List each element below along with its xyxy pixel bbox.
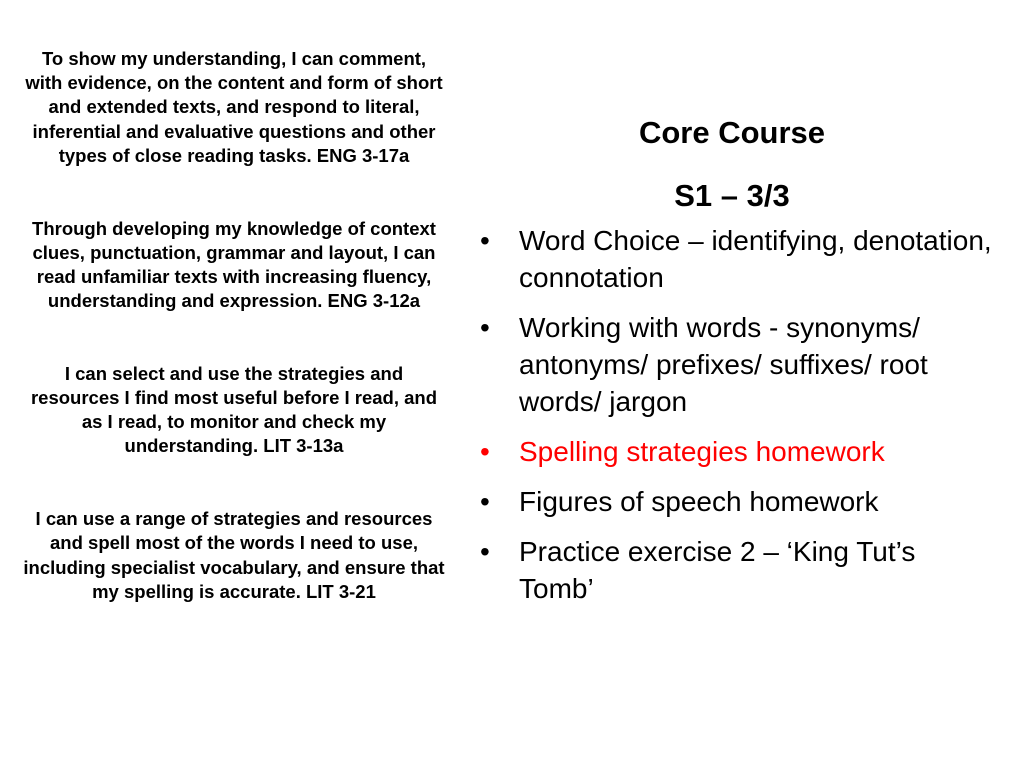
course-level: S1 – 3/3 — [674, 178, 790, 213]
bullet-icon: • — [480, 436, 490, 467]
topic-word-choice — [472, 222, 992, 296]
bullet-icon: • — [480, 225, 490, 256]
topic-figures-of-speech — [472, 483, 992, 520]
outcome-lit-3-21: I can use a range of strategies and resources and spell most of the words I need to use, including specialist vocabulary, and ensure that my spelling is accurate. LIT 3-21 — [23, 508, 445, 602]
topic-text: Word Choice – identifying, denotation, connotation — [519, 225, 992, 293]
topic-list — [472, 222, 992, 607]
course-panel — [472, 113, 992, 620]
outcome-eng-3-12a: Through developing my knowledge of context clues, punctuation, grammar and layout, I can read unfamiliar texts with increasing fluency, understanding and expression. ENG 3-12a — [32, 217, 436, 312]
bullet-icon: • — [480, 536, 490, 567]
outcome-eng-3-17a: To show my understanding, I can comment, with evidence, on the content and form of short and extended texts, and respond to literal, inferential and evaluative questions and other types of close reading tasks. ENG 3-17a — [25, 48, 443, 166]
bullet-icon: • — [480, 312, 490, 343]
outcome-lit-3-13a: I can select and use the strategies and resources I find most useful before I read, and as I read, to monitor and check my understanding. LIT 3-13a — [30, 362, 438, 457]
topic-working-with-words — [472, 309, 992, 420]
topic-text: Spelling strategies homework — [519, 436, 885, 467]
course-title: Core Course — [638, 115, 826, 150]
topic-text: Practice exercise 2 – ‘King Tut’s Tomb’ — [519, 536, 916, 604]
topic-text: Working with words - synonyms/ antonyms/ prefixes/ suffixes/ root words/ jargon — [519, 312, 928, 417]
topic-practice-exercise — [472, 533, 992, 607]
learning-outcomes — [22, 47, 446, 604]
topic-text: Figures of speech homework — [519, 486, 879, 517]
topic-spelling-strategies — [472, 433, 992, 470]
bullet-icon: • — [480, 486, 490, 517]
